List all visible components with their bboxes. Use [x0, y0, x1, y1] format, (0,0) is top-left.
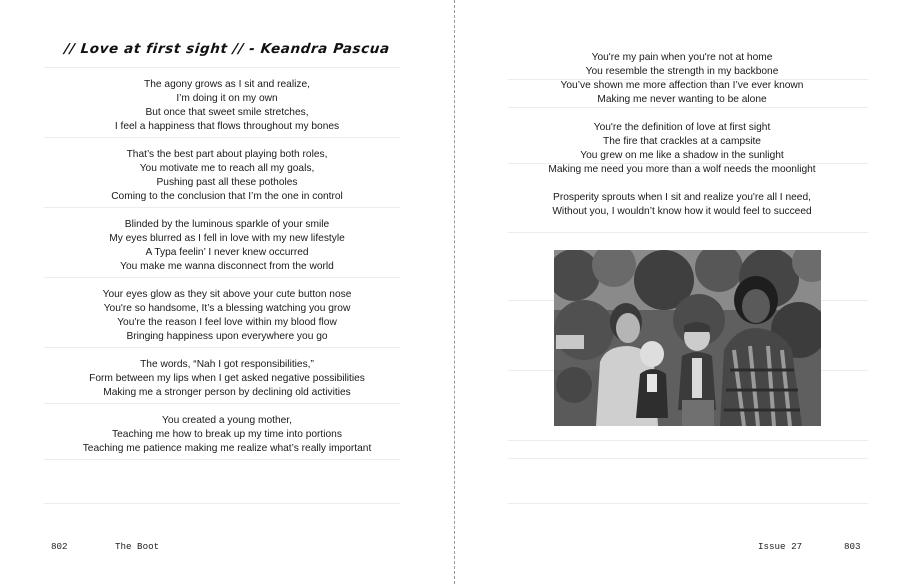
poem-line: You created a young mother,: [162, 415, 292, 426]
stanza: [455, 191, 909, 219]
stanza: [455, 51, 909, 107]
poem-line: Making me never wanting to be alone: [597, 94, 767, 105]
poem-line: I feel a happiness that flows throughout my bones: [114, 121, 340, 132]
poem-line: Without you, I wouldn’t know how it would feel to succeed: [552, 206, 812, 217]
stanza: [455, 121, 909, 177]
poem-line: You motivate me to reach all my goals,: [139, 163, 315, 174]
poem-line: Your eyes glow as they sit above your cute button nose: [102, 289, 352, 300]
poem-body-right: [455, 51, 909, 233]
stanza: [0, 148, 454, 204]
poem-line: You resemble the strength in my backbone: [585, 66, 779, 77]
poem-body-left: [0, 78, 454, 470]
stanza: [0, 414, 454, 456]
poem-line: Bringing happiness upon everywhere you go: [126, 331, 328, 342]
poem-line: But once that sweet smile stretches,: [145, 107, 309, 118]
poem-line: You're so handsome, It’s a blessing watching you grow: [103, 303, 351, 314]
poem-line: You're the definition of love at first sight: [593, 122, 771, 133]
poem-line: Teaching me patience making me realize what’s really important: [82, 443, 372, 454]
stanza: [0, 218, 454, 274]
poem-line: You're the reason I feel love within my blood flow: [117, 317, 337, 328]
poem-line: You're my pain when you're not at home: [591, 52, 773, 63]
poem-line: You’ve shown me more affection than I’ve ever known: [560, 80, 804, 91]
stanza: [0, 78, 454, 134]
right-page: [455, 0, 909, 584]
issue-label: Issue 27: [758, 541, 803, 552]
family-photo: [554, 250, 821, 426]
poem-line: That’s the best part about playing both roles,: [126, 149, 328, 160]
poem-line: Blinded by the luminous sparkle of your smile: [124, 219, 330, 230]
poem-line: Making me need you more than a wolf needs the moonlight: [548, 164, 816, 175]
poem-line: I’m doing it on my own: [176, 93, 278, 104]
poem-line: Prosperity sprouts when I sit and realize you're all I need,: [553, 192, 811, 203]
page-number-left: 802: [51, 541, 68, 552]
poem-title: // Love at first sight // - Keandra Pascua: [63, 41, 391, 57]
running-title: The Boot: [115, 541, 160, 552]
poem-line: Coming to the conclusion that I’m the one in control: [111, 191, 343, 202]
poem-line: A Typa feelin’ I never knew occurred: [145, 247, 309, 258]
poem-line: My eyes blurred as I fell in love with my new lifestyle: [109, 233, 345, 244]
poem-line: Making me a stronger person by declining old activities: [103, 387, 351, 398]
poem-line: Form between my lips when I get asked negative possibilities: [89, 373, 365, 384]
poem-line: You grew on me like a shadow in the sunlight: [580, 150, 784, 161]
left-page: [0, 0, 454, 584]
poem-line: Teaching me how to break up my time into portions: [112, 429, 342, 440]
poem-line: The fire that crackles at a campsite: [603, 136, 761, 147]
stanza: [0, 358, 454, 400]
poem-line: Pushing past all these potholes: [156, 177, 298, 188]
poem-line: The agony grows as I sit and realize,: [144, 79, 310, 90]
page-number-right: 803: [844, 541, 861, 552]
poem-line: The words, “Nah I got responsibilities,”: [140, 359, 314, 370]
stanza: [0, 288, 454, 344]
poem-line: You make me wanna disconnect from the world: [120, 261, 334, 272]
